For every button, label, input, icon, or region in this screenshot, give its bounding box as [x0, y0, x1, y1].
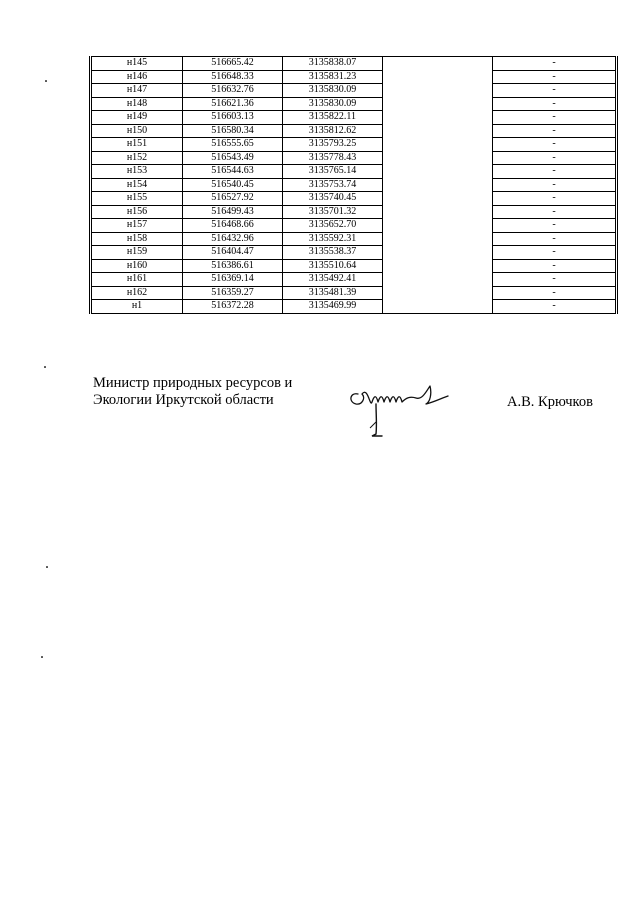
point-cell: н146 — [91, 70, 183, 84]
x-coordinate-cell: 516543.49 — [183, 151, 283, 165]
mark-cell: - — [493, 232, 617, 246]
mark-cell: - — [493, 165, 617, 179]
y-coordinate-cell: 3135830.09 — [283, 84, 383, 98]
note-cell — [383, 151, 493, 165]
x-coordinate-cell: 516404.47 — [183, 246, 283, 260]
handwritten-signature — [346, 372, 450, 442]
coordinates-table — [89, 56, 618, 314]
point-cell: н150 — [91, 124, 183, 138]
table-row — [91, 259, 617, 273]
point-cell: н147 — [91, 84, 183, 98]
table-row — [91, 232, 617, 246]
mark-cell: - — [493, 259, 617, 273]
y-coordinate-cell: 3135778.43 — [283, 151, 383, 165]
x-coordinate-cell: 516386.61 — [183, 259, 283, 273]
table-row — [91, 138, 617, 152]
coordinates-table-body — [91, 57, 617, 314]
y-coordinate-cell: 3135812.62 — [283, 124, 383, 138]
point-cell: н155 — [91, 192, 183, 206]
position-line-2: Экологии Иркутской области — [93, 392, 274, 408]
point-cell: н162 — [91, 286, 183, 300]
point-cell: н152 — [91, 151, 183, 165]
note-cell — [383, 259, 493, 273]
table-row — [91, 246, 617, 260]
mark-cell: - — [493, 151, 617, 165]
table-row — [91, 111, 617, 125]
table-row — [91, 151, 617, 165]
point-cell: н160 — [91, 259, 183, 273]
signatory-position — [93, 375, 292, 409]
mark-cell: - — [493, 84, 617, 98]
x-coordinate-cell: 516527.92 — [183, 192, 283, 206]
note-cell — [383, 232, 493, 246]
scan-speck — [41, 656, 43, 658]
note-cell — [383, 165, 493, 179]
mark-cell: - — [493, 286, 617, 300]
mark-cell: - — [493, 57, 617, 71]
y-coordinate-cell: 3135592.31 — [283, 232, 383, 246]
table-row — [91, 286, 617, 300]
note-cell — [383, 286, 493, 300]
table-row — [91, 192, 617, 206]
point-cell: н161 — [91, 273, 183, 287]
note-cell — [383, 57, 493, 71]
note-cell — [383, 273, 493, 287]
y-coordinate-cell: 3135538.37 — [283, 246, 383, 260]
point-cell: н153 — [91, 165, 183, 179]
mark-cell: - — [493, 138, 617, 152]
x-coordinate-cell: 516648.33 — [183, 70, 283, 84]
table-row — [91, 178, 617, 192]
x-coordinate-cell: 516632.76 — [183, 84, 283, 98]
note-cell — [383, 111, 493, 125]
y-coordinate-cell: 3135753.74 — [283, 178, 383, 192]
point-cell: н149 — [91, 111, 183, 125]
y-coordinate-cell: 3135765.14 — [283, 165, 383, 179]
point-cell: н156 — [91, 205, 183, 219]
point-cell: н157 — [91, 219, 183, 233]
mark-cell: - — [493, 246, 617, 260]
x-coordinate-cell: 516580.34 — [183, 124, 283, 138]
note-cell — [383, 300, 493, 314]
x-coordinate-cell: 516544.63 — [183, 165, 283, 179]
position-line-1: Министр природных ресурсов и — [93, 375, 293, 391]
point-cell: н145 — [91, 57, 183, 71]
mark-cell: - — [493, 70, 617, 84]
scan-speck — [46, 566, 48, 568]
y-coordinate-cell: 3135822.11 — [283, 111, 383, 125]
table-row — [91, 273, 617, 287]
note-cell — [383, 97, 493, 111]
mark-cell: - — [493, 124, 617, 138]
signatory-name: А.В. Крючков — [507, 394, 593, 410]
table-row — [91, 124, 617, 138]
mark-cell: - — [493, 178, 617, 192]
x-coordinate-cell: 516665.42 — [183, 57, 283, 71]
note-cell — [383, 205, 493, 219]
table-row — [91, 84, 617, 98]
table-row — [91, 300, 617, 314]
mark-cell: - — [493, 111, 617, 125]
scan-speck — [44, 366, 46, 368]
x-coordinate-cell: 516603.13 — [183, 111, 283, 125]
x-coordinate-cell: 516468.66 — [183, 219, 283, 233]
point-cell: н158 — [91, 232, 183, 246]
point-cell: н154 — [91, 178, 183, 192]
mark-cell: - — [493, 273, 617, 287]
table-row — [91, 165, 617, 179]
note-cell — [383, 138, 493, 152]
x-coordinate-cell: 516369.14 — [183, 273, 283, 287]
x-coordinate-cell: 516372.28 — [183, 300, 283, 314]
x-coordinate-cell: 516540.45 — [183, 178, 283, 192]
note-cell — [383, 124, 493, 138]
note-cell — [383, 219, 493, 233]
x-coordinate-cell: 516432.96 — [183, 232, 283, 246]
note-cell — [383, 192, 493, 206]
y-coordinate-cell: 3135652.70 — [283, 219, 383, 233]
y-coordinate-cell: 3135830.09 — [283, 97, 383, 111]
y-coordinate-cell: 3135492.41 — [283, 273, 383, 287]
x-coordinate-cell: 516621.36 — [183, 97, 283, 111]
point-cell: н148 — [91, 97, 183, 111]
note-cell — [383, 178, 493, 192]
y-coordinate-cell: 3135481.39 — [283, 286, 383, 300]
point-cell: н159 — [91, 246, 183, 260]
y-coordinate-cell: 3135793.25 — [283, 138, 383, 152]
y-coordinate-cell: 3135740.45 — [283, 192, 383, 206]
y-coordinate-cell: 3135510.64 — [283, 259, 383, 273]
x-coordinate-cell: 516555.65 — [183, 138, 283, 152]
mark-cell: - — [493, 300, 617, 314]
mark-cell: - — [493, 192, 617, 206]
x-coordinate-cell: 516359.27 — [183, 286, 283, 300]
scan-speck — [45, 80, 47, 82]
note-cell — [383, 246, 493, 260]
mark-cell: - — [493, 205, 617, 219]
table-row — [91, 205, 617, 219]
x-coordinate-cell: 516499.43 — [183, 205, 283, 219]
mark-cell: - — [493, 219, 617, 233]
note-cell — [383, 70, 493, 84]
y-coordinate-cell: 3135831.23 — [283, 70, 383, 84]
table-row — [91, 219, 617, 233]
y-coordinate-cell: 3135469.99 — [283, 300, 383, 314]
mark-cell: - — [493, 97, 617, 111]
point-cell: н1 — [91, 300, 183, 314]
table-row — [91, 70, 617, 84]
table-row — [91, 97, 617, 111]
table-row — [91, 57, 617, 71]
note-cell — [383, 84, 493, 98]
point-cell: н151 — [91, 138, 183, 152]
y-coordinate-cell: 3135701.32 — [283, 205, 383, 219]
y-coordinate-cell: 3135838.07 — [283, 57, 383, 71]
